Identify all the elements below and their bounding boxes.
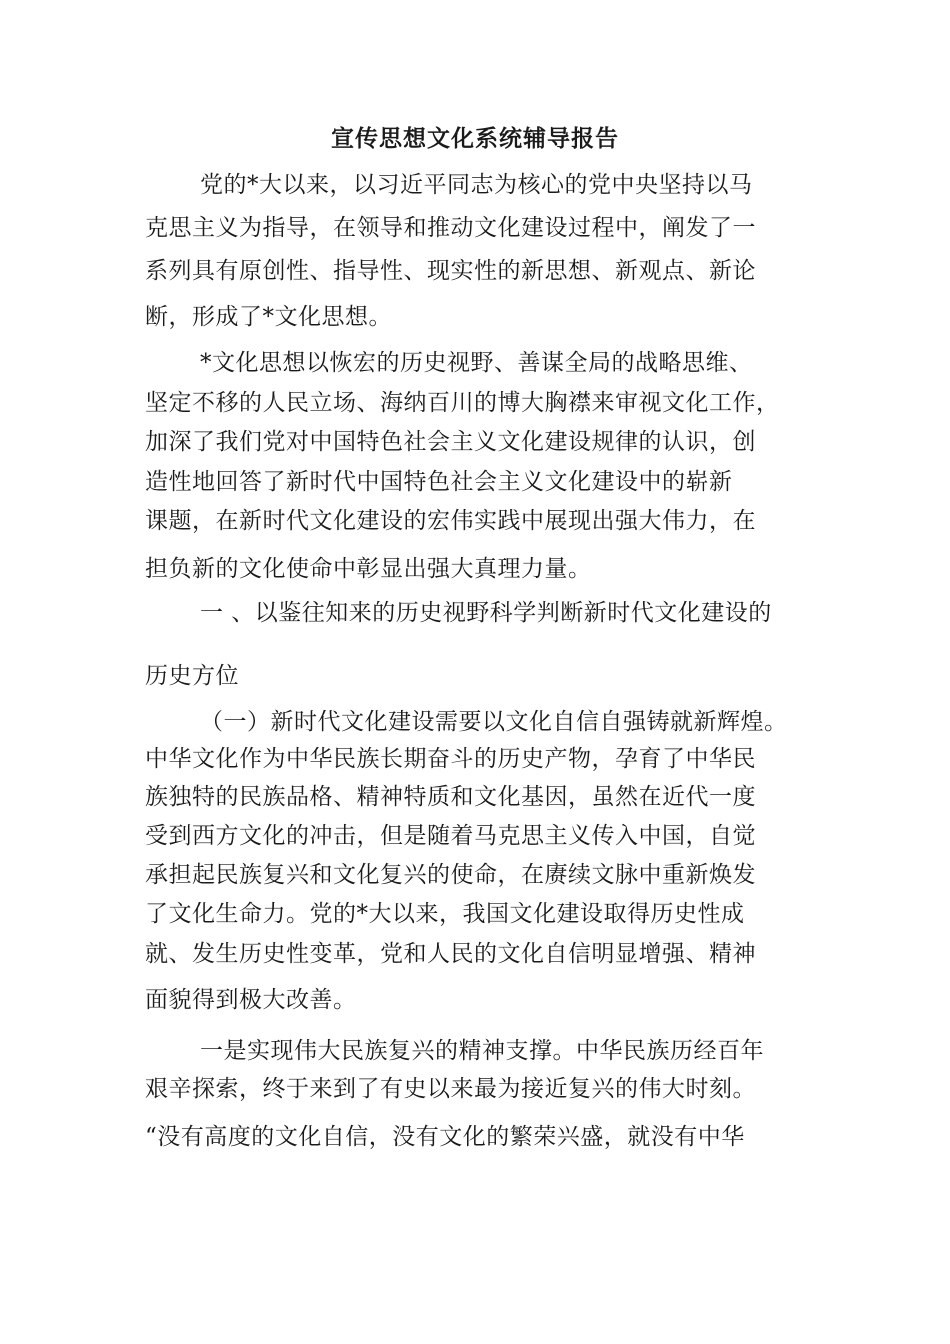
paragraph-line: 面貌得到极大改善。 [145, 987, 357, 1013]
paragraph-line: 艰辛探索，终于来到了有史以来最为接近复兴的伟大时刻。 [145, 1076, 756, 1102]
paragraph-line: 了文化生命力。党的*大以来，我国文化建设取得历史性成 [145, 901, 745, 927]
paragraph-line: 担负新的文化使命中彰显出强大真理力量。 [145, 556, 592, 582]
paragraph-line: 断，形成了*文化思想。 [145, 304, 392, 330]
paragraph-line: “没有高度的文化自信，没有文化的繁荣兴盛，就没有中华 [145, 1124, 745, 1150]
paragraph-line: 受到西方文化的冲击，但是随着马克思主义传入中国，自觉 [145, 823, 756, 849]
paragraph-line: （一）新时代文化建设需要以文化自信自强铸就新辉煌。 [200, 709, 788, 735]
section-heading: 历史方位 [145, 663, 239, 689]
paragraph-line: 加深了我们党对中国特色社会主义文化建设规律的认识，创 [145, 429, 756, 455]
paragraph-line: 坚定不移的人民立场、海纳百川的博大胸襟来审视文化工作， [145, 390, 780, 416]
document-title: 宣传思想文化系统辅导报告 [331, 125, 619, 152]
section-heading: 一 、以鉴往知来的历史视野科学判断新时代文化建设的 [200, 600, 772, 626]
paragraph-line: 就、发生历史性变革，党和人民的文化自信明显增强、精神 [145, 941, 756, 967]
paragraph-line: *文化思想以恢宏的历史视野、善谋全局的战略思维、 [200, 350, 753, 376]
paragraph-line: 造性地回答了新时代中国特色社会主义文化建设中的崭新 [145, 469, 733, 495]
paragraph-line: 中华文化作为中华民族长期奋斗的历史产物，孕育了中华民 [145, 746, 756, 772]
paragraph-line: 承担起民族复兴和文化复兴的使命，在赓续文脉中重新焕发 [145, 862, 756, 888]
paragraph-line: 族独特的民族品格、精神特质和文化基因，虽然在近代一度 [145, 784, 756, 810]
paragraph-line: 党的*大以来，以习近平同志为核心的党中央坚持以马 [200, 172, 753, 198]
paragraph-line: 克思主义为指导，在领导和推动文化建设过程中，阐发了一 [145, 215, 756, 241]
paragraph-line: 一是实现伟大民族复兴的精神支撑。中华民族历经百年 [200, 1038, 764, 1064]
paragraph-line: 课题，在新时代文化建设的宏伟实践中展现出强大伟力，在 [145, 508, 756, 534]
paragraph-line: 系列具有原创性、指导性、现实性的新思想、新观点、新论 [145, 258, 756, 284]
